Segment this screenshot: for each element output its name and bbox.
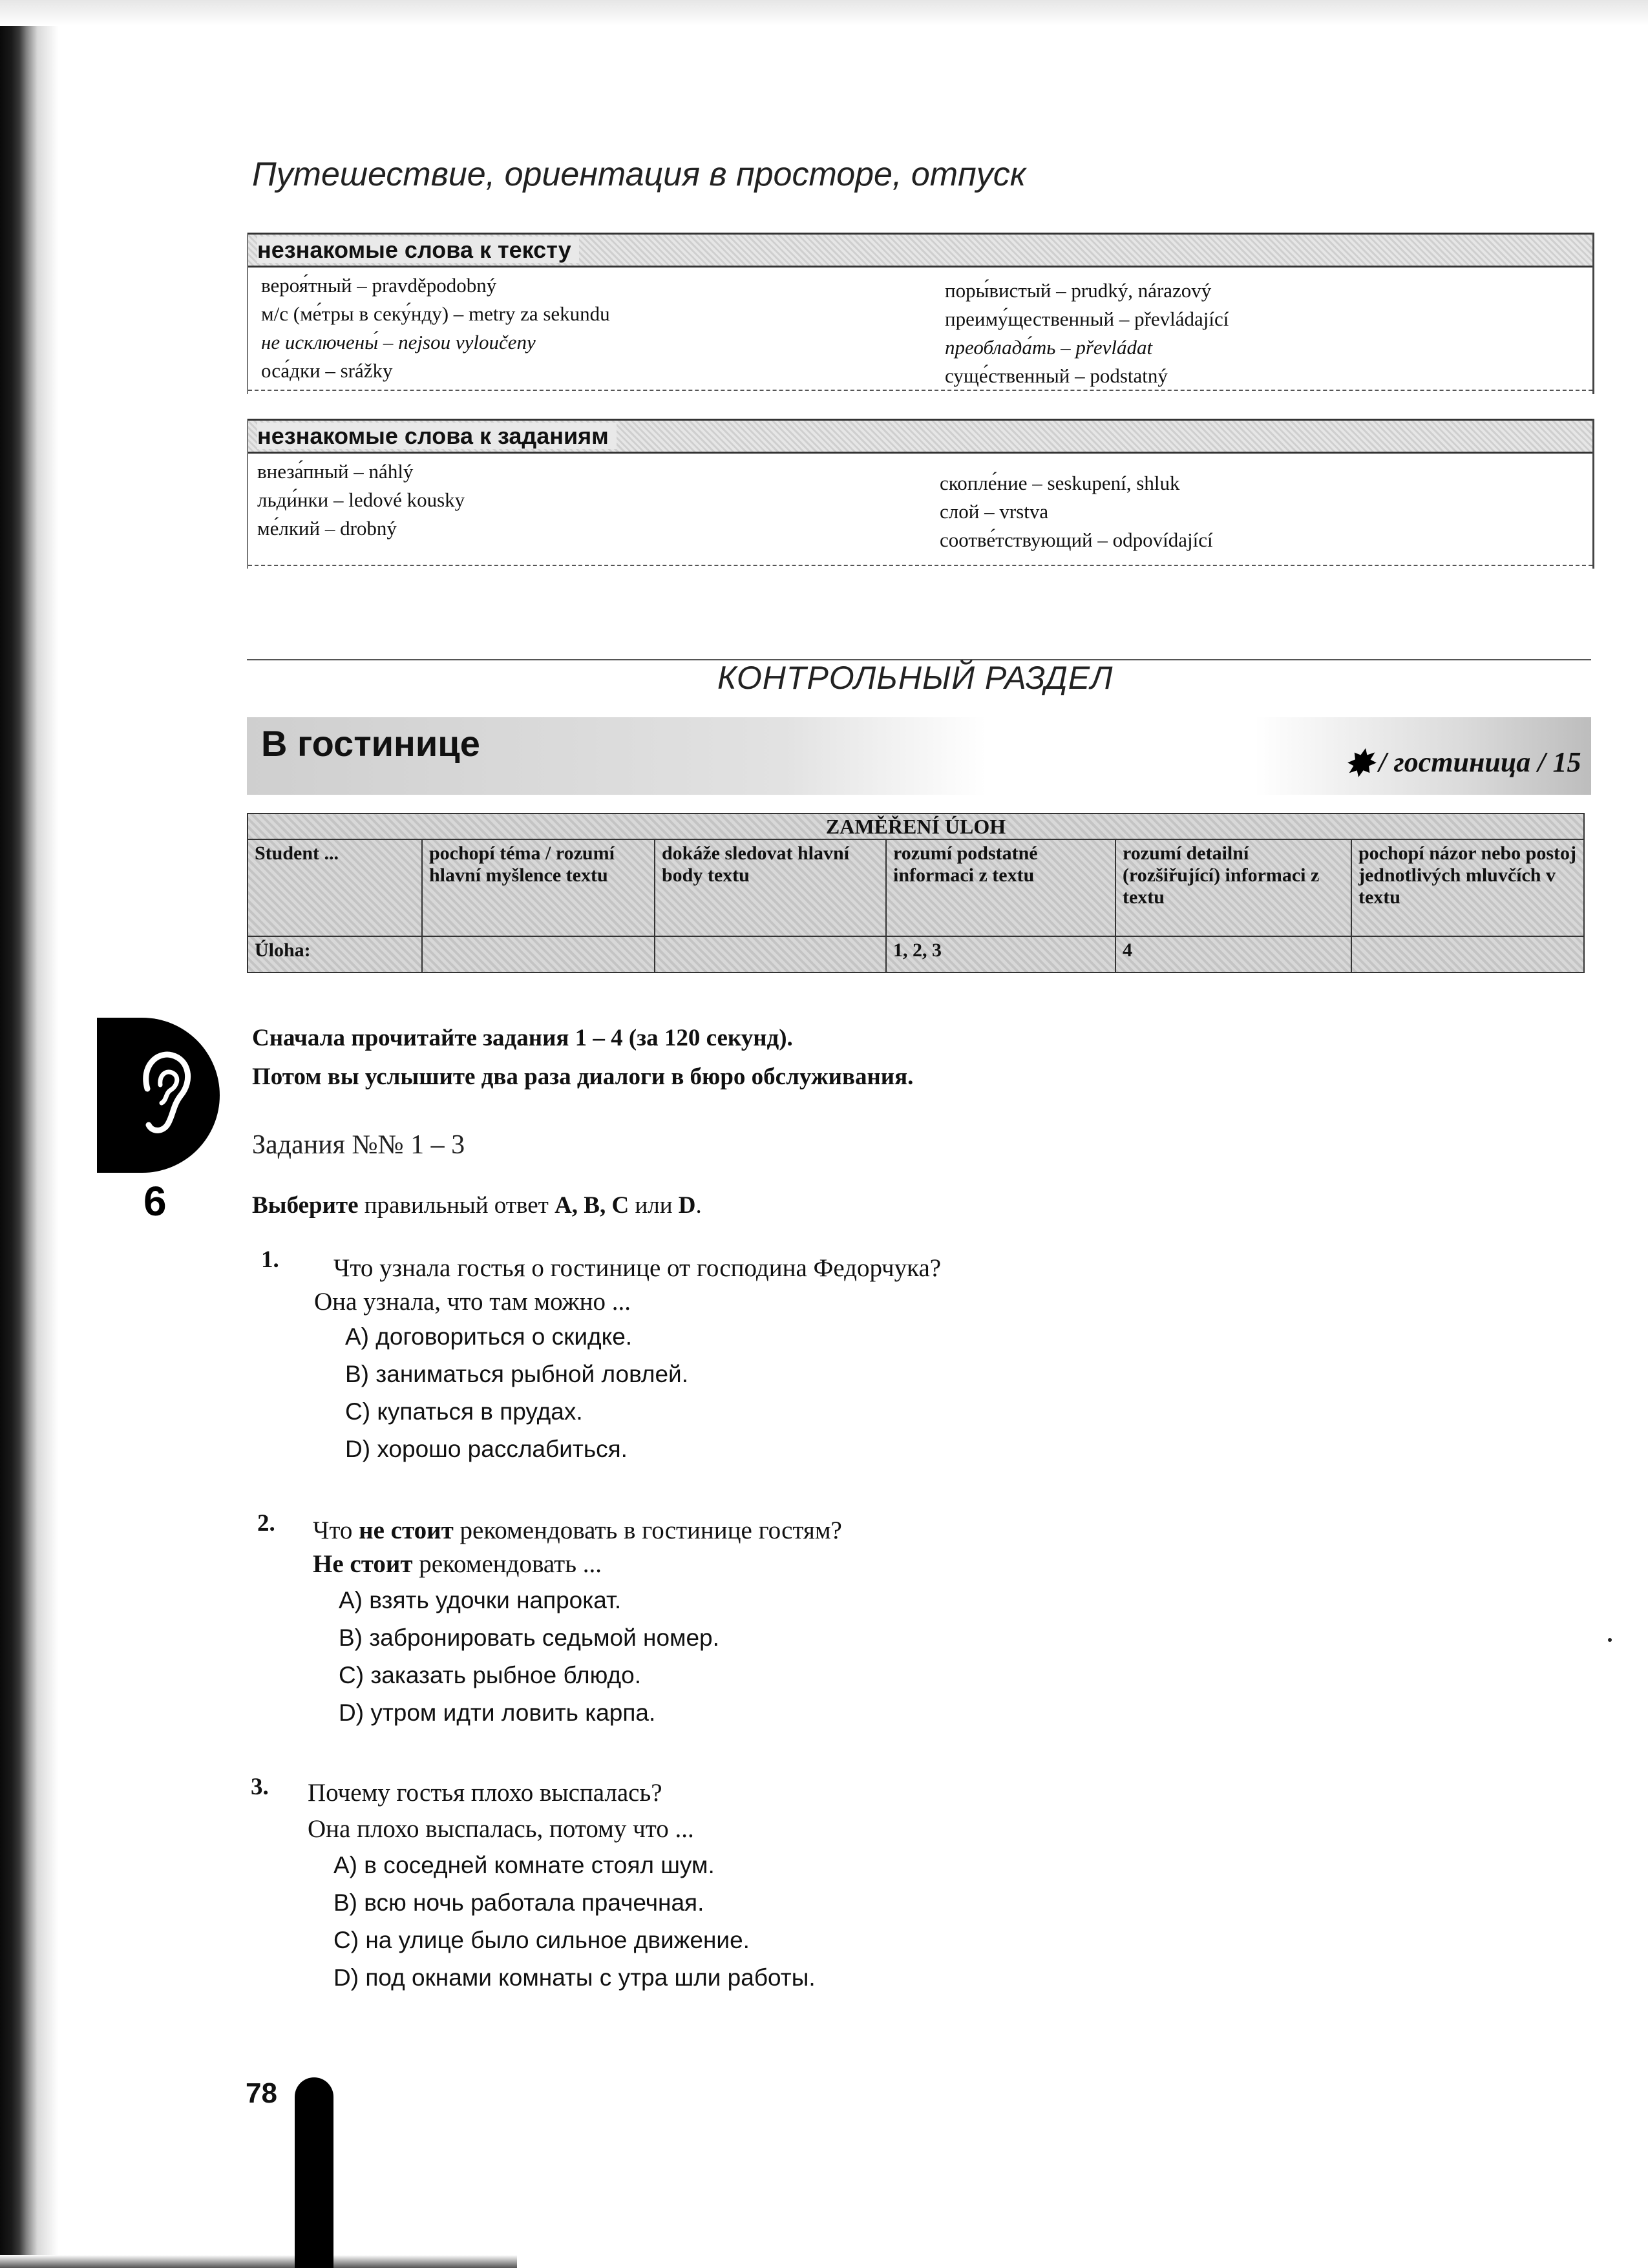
answer-option: C) купаться в прудах. — [345, 1398, 583, 1425]
scan-shadow-left — [0, 0, 97, 2268]
scan-dot — [1608, 1638, 1612, 1642]
vocab-item: поры́вистый – prudký, nárazový — [945, 279, 1212, 302]
answer-option: D) под окнами комнаты с утра шли работы. — [333, 1964, 816, 1991]
table-header-cell: rozumí podstatné informaci z textu — [886, 839, 1115, 936]
tasks-heading: Задания №№ 1 – 3 — [252, 1130, 465, 1160]
page-edge-tab — [295, 2077, 333, 2268]
answer-option: B) заниматься рыбной ловлей. — [345, 1361, 688, 1387]
vocab-item: не исключены́ – nejsou vyloučeny — [261, 331, 536, 353]
control-section-title: КОНТРОЛЬНЫЙ РАЗДЕЛ — [717, 660, 1114, 696]
question-text: Что узнала гостья о гостинице от господина Федорчука? — [333, 1254, 942, 1282]
scan-shadow-top — [0, 0, 1648, 26]
vocab-left-column — [261, 271, 610, 385]
table-span-header: ZAMĚŘENÍ ÚLOH — [248, 814, 1584, 839]
table-cell — [1351, 936, 1584, 972]
question-stem: Не стоит рекомендовать ... — [313, 1550, 602, 1578]
answer-option: B) забронировать седьмой номер. — [339, 1624, 719, 1651]
question-stem: Она плохо выспалась, потому что ... — [308, 1815, 694, 1843]
table-header-row — [248, 814, 1584, 839]
table-header-cell: dokáže sledovat hlavní body textu — [655, 839, 886, 936]
question-number: 3. — [251, 1774, 269, 1800]
vocab-right-column — [940, 469, 1213, 554]
question-number: 1. — [261, 1246, 279, 1273]
question-text: Что не стоит рекомендовать в гостинице гостям? — [313, 1517, 842, 1544]
vocab-item: оса́дки – srážky — [261, 359, 393, 382]
section-title: Путешествие, ориентация в просторе, отпуск — [252, 156, 1026, 193]
instruction-line: Сначала прочитайте задания 1 – 4 (за 120 секунд). — [252, 1025, 793, 1051]
question-number: 2. — [257, 1510, 275, 1537]
task-focus-table — [247, 813, 1585, 973]
table-cell: 4 — [1115, 936, 1351, 972]
table-header-cell: pochopí téma / rozumí hlavní myšlence textu — [422, 839, 655, 936]
table-cell: 1, 2, 3 — [886, 936, 1115, 972]
vocab-box-text — [247, 233, 1594, 394]
topic-reference: ✸ / гостиница / 15 — [1344, 744, 1581, 783]
table-cell: Úloha: — [248, 936, 422, 972]
vocab-item: внеза́пный – náhlý — [257, 460, 414, 483]
vocab-item: скопле́ние – seskupení, shluk — [940, 472, 1180, 494]
answer-option: A) договориться о скидке. — [345, 1323, 633, 1350]
table-header-cell: pochopí názor nebo postoj jednotlivých mluvčích v textu — [1351, 839, 1584, 936]
question-stem: Она узнала, что там можно ... — [314, 1288, 631, 1316]
table-row — [248, 839, 1584, 936]
star-icon: ✸ — [1344, 744, 1374, 783]
table-cell — [655, 936, 886, 972]
page-number: 78 — [246, 2077, 277, 2109]
vocab-item: преоблада́ть – převládat — [945, 336, 1153, 359]
vocab-item: преиму́щественный – převládající — [945, 308, 1229, 330]
table-cell — [422, 936, 655, 972]
vocab-header: незнакомые слова к заданиям — [248, 419, 1592, 454]
answer-option: A) в соседней комнате стоял шум. — [333, 1852, 715, 1878]
question-text: Почему гостья плохо выспалась? — [308, 1779, 662, 1807]
answer-option: C) заказать рыбное блюдо. — [339, 1662, 641, 1688]
vocab-divider — [248, 390, 1592, 391]
vocab-box-tasks — [247, 419, 1594, 569]
topic-title: В гостинице — [261, 723, 480, 764]
instruction-line: Потом вы услышите два раза диалоги в бюро обслуживания. — [252, 1064, 914, 1090]
table-row — [248, 936, 1584, 972]
answer-option: D) хорошо расслабиться. — [345, 1436, 628, 1462]
vocab-item: слой – vrstva — [940, 500, 1049, 523]
vocab-item: м/с (ме́тры в секу́нду) – metry za sekundu — [261, 302, 610, 325]
vocab-right-column — [945, 277, 1229, 390]
vocab-item: суще́ственный – podstatný — [945, 364, 1168, 387]
ear-icon — [128, 1044, 199, 1140]
vocab-item: соотве́тствующий – odpovídající — [940, 529, 1213, 551]
vocab-item: вероя́тный – pravděpodobný — [261, 274, 497, 297]
vocab-item: ме́лкий – drobný — [257, 517, 397, 540]
vocab-item: льди́нки – ledové kousky — [257, 488, 465, 511]
vocab-divider — [248, 565, 1592, 566]
table-header-cell: Student ... — [248, 839, 422, 936]
choose-instruction: Выберите правильный ответ A, B, C или D. — [252, 1192, 702, 1219]
answer-option: D) утром идти ловить карпа. — [339, 1699, 656, 1726]
answer-option: A) взять удочки напрокат. — [339, 1587, 622, 1613]
chapter-number: 6 — [143, 1178, 167, 1224]
scan-shadow-bottom — [0, 2255, 517, 2268]
table-header-cell: rozumí detailní (rozšiřující) informaci z textu — [1115, 839, 1351, 936]
answer-option: C) на улице было сильное движение. — [333, 1927, 750, 1953]
vocab-header: незнакомые слова к тексту — [248, 233, 1592, 268]
vocab-left-column — [257, 457, 465, 543]
answer-option: B) всю ночь работала прачечная. — [333, 1889, 704, 1916]
